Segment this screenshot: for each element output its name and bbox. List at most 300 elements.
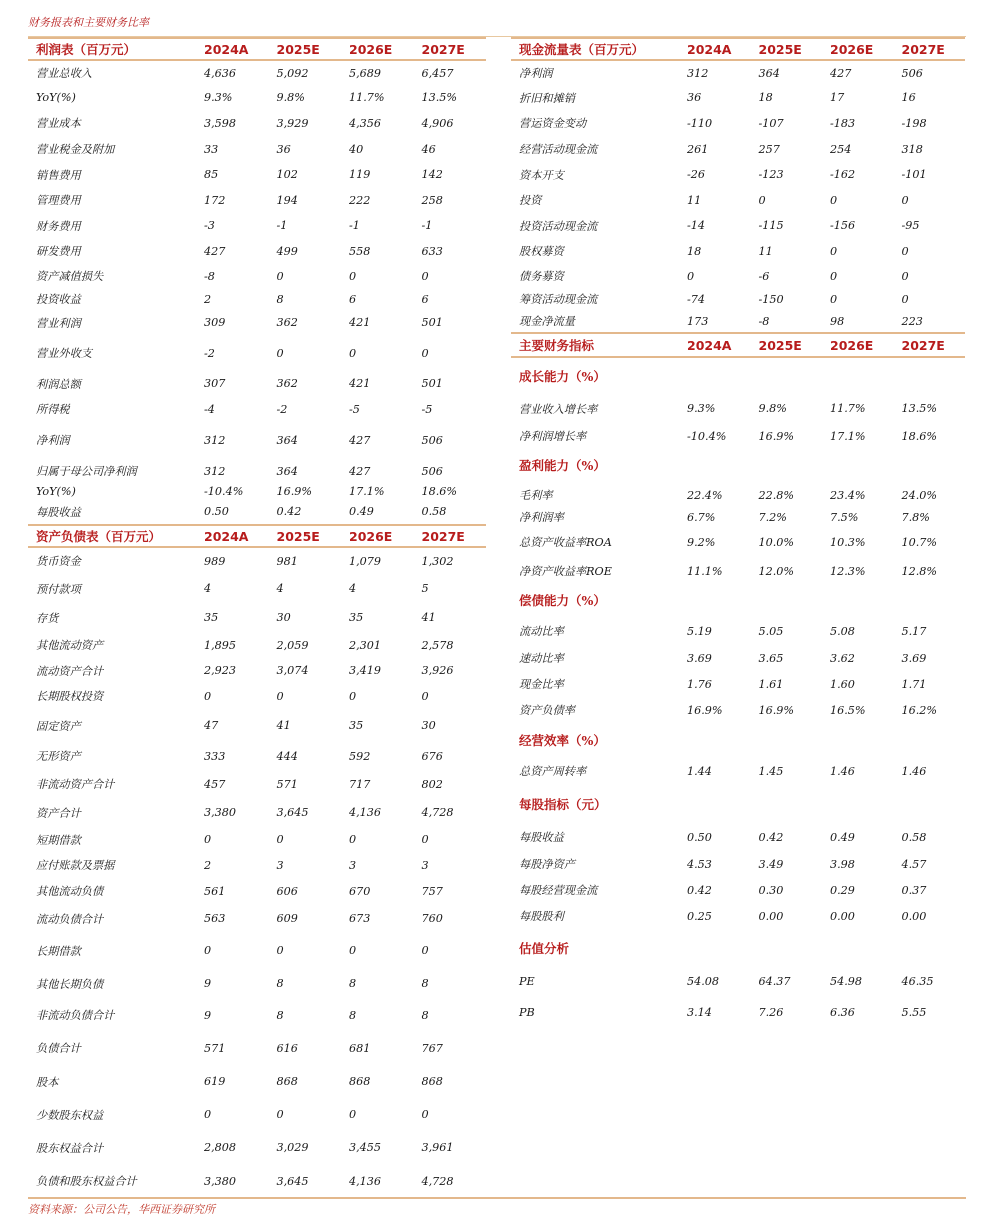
year-value: 3.69 xyxy=(687,651,712,665)
year-value: 362 xyxy=(276,377,298,390)
row-label: 非流动负债合计 xyxy=(36,1009,115,1022)
row-label: 筹资活动现金流 xyxy=(519,293,598,306)
year-value: 676 xyxy=(421,749,443,763)
year-value: 8 xyxy=(349,1008,357,1022)
section-subheader xyxy=(511,785,965,823)
table-row xyxy=(28,85,486,110)
year-value: 2026E xyxy=(822,333,894,357)
year-value: 3,645 xyxy=(276,806,309,819)
table-row xyxy=(28,683,486,709)
year-value: 0 xyxy=(901,269,909,283)
year-value: -107 xyxy=(758,116,784,130)
year-value: 0 xyxy=(276,944,284,957)
row-label: 非流动资产合计 xyxy=(36,778,115,791)
table-row xyxy=(28,136,486,162)
year-value: 616 xyxy=(276,1041,298,1055)
year-value: 3.98 xyxy=(830,857,855,871)
year-value: 0.58 xyxy=(901,830,927,844)
table-row xyxy=(28,770,486,798)
year-value: 3,419 xyxy=(349,664,382,677)
year-value: -156 xyxy=(830,219,856,232)
table-row xyxy=(28,60,486,85)
year-value: 4 xyxy=(276,582,284,595)
year-value: 0 xyxy=(204,689,212,703)
table-row xyxy=(28,1164,486,1198)
year-value: 7.5% xyxy=(830,510,859,524)
year-value: 1.60 xyxy=(830,677,855,691)
year-value: -2 xyxy=(204,346,215,360)
table-row xyxy=(28,422,486,458)
year-value: 261 xyxy=(687,142,709,156)
year-value: 10.0% xyxy=(758,535,795,549)
year-value: 54.98 xyxy=(830,975,863,988)
table-row xyxy=(28,904,486,933)
year-value: 18 xyxy=(687,244,702,258)
year-value: 3,929 xyxy=(276,116,309,130)
year-value: 3 xyxy=(276,858,284,872)
year-value: 2 xyxy=(204,858,212,872)
row-label: 营运资金变动 xyxy=(519,117,587,130)
table-row xyxy=(511,187,965,213)
row-label: 营业税金及附加 xyxy=(36,143,115,156)
row-label: 归属于母公司净利润 xyxy=(36,465,137,478)
year-value: 989 xyxy=(204,554,226,568)
year-value: 64.37 xyxy=(758,975,791,988)
year-value: 2025E xyxy=(269,525,342,547)
year-value: 309 xyxy=(204,316,226,329)
year-value: 10.3% xyxy=(830,535,866,549)
row-label: 主要财务指标 xyxy=(511,333,679,357)
table-row xyxy=(28,827,486,852)
section-title: 成长能力（%） xyxy=(519,369,606,384)
year-value: 36 xyxy=(276,142,291,156)
year-value: 0.50 xyxy=(204,505,229,518)
year-value: 4.53 xyxy=(687,857,712,871)
year-value: 119 xyxy=(349,168,371,181)
year-value: 0 xyxy=(349,269,357,283)
year-value: 1.44 xyxy=(687,764,712,778)
table-row xyxy=(511,967,965,996)
year-value: 13.5% xyxy=(421,91,458,104)
section-title: 经营效率（%） xyxy=(519,733,606,748)
year-value: 5.05 xyxy=(758,624,784,638)
year-value: 2026E xyxy=(822,38,894,60)
row-label: 净利润率 xyxy=(519,511,564,524)
year-value: 717 xyxy=(349,777,371,791)
year-value: 4,636 xyxy=(204,66,237,80)
row-label: 负债合计 xyxy=(36,1042,81,1055)
table-row xyxy=(28,484,486,499)
table-row xyxy=(28,632,486,658)
year-value: 0 xyxy=(204,944,212,957)
year-value: 506 xyxy=(421,433,443,447)
ratios-table xyxy=(511,332,965,1028)
year-value: 4,136 xyxy=(349,1174,382,1188)
year-value: 0.00 xyxy=(901,909,927,923)
year-value: 98 xyxy=(830,314,845,328)
year-value: 3 xyxy=(349,858,357,872)
year-value: 258 xyxy=(421,193,443,207)
year-value: 673 xyxy=(349,912,371,925)
row-label: 其他流动资产 xyxy=(36,639,104,652)
year-value: 421 xyxy=(349,377,371,390)
table-row xyxy=(28,110,486,136)
year-value: 0.49 xyxy=(830,830,855,844)
year-value: 561 xyxy=(204,884,226,898)
year-value: 506 xyxy=(901,66,923,80)
year-value: 4,906 xyxy=(421,116,454,130)
year-value: 16.9% xyxy=(758,703,795,717)
section-subheader xyxy=(511,449,965,481)
row-label: 营业收入增长率 xyxy=(519,402,598,416)
year-value: 7.26 xyxy=(758,1005,784,1019)
table-row xyxy=(28,213,486,238)
year-value: 1.45 xyxy=(758,764,784,778)
year-value: 427 xyxy=(349,464,371,478)
year-value: -2 xyxy=(276,402,288,416)
year-value: 0 xyxy=(276,833,284,846)
year-value: 2025E xyxy=(269,38,342,60)
year-value: 9 xyxy=(204,1008,212,1022)
row-label: 速动比率 xyxy=(519,652,564,665)
year-value: 257 xyxy=(758,142,780,156)
year-value: 30 xyxy=(421,719,436,732)
row-label: 所得税 xyxy=(36,403,70,416)
year-value: 6,457 xyxy=(421,66,454,80)
year-value: 0 xyxy=(276,269,284,283)
year-value: 0 xyxy=(276,346,284,360)
year-value: 3,380 xyxy=(204,1174,237,1188)
year-value: 18.6% xyxy=(901,429,938,443)
section-subheader xyxy=(511,929,965,967)
document-caption: 财务报表和主要财务比率 xyxy=(28,16,149,29)
year-value: 3,380 xyxy=(204,806,237,819)
row-label: 流动比率 xyxy=(519,625,564,638)
year-value: 1.61 xyxy=(758,677,784,691)
year-value: 8 xyxy=(276,977,284,990)
table-row xyxy=(28,547,486,574)
row-label: 净利润增长率 xyxy=(519,430,587,443)
year-value: 35 xyxy=(349,719,364,732)
table-row xyxy=(28,310,486,335)
year-value: 9.8% xyxy=(758,402,787,415)
year-value: 11.7% xyxy=(830,402,866,415)
year-value: 0 xyxy=(901,193,909,207)
year-value: 0.42 xyxy=(687,883,712,897)
year-value: 364 xyxy=(276,433,298,447)
balance-header xyxy=(28,525,486,547)
year-value: 312 xyxy=(204,464,226,478)
row-label: 应付账款及票据 xyxy=(36,859,115,872)
year-value: 7.8% xyxy=(901,510,930,524)
table-row xyxy=(28,335,486,371)
year-value: 16.9% xyxy=(758,429,795,443)
year-value: 11.7% xyxy=(349,91,385,104)
table-row xyxy=(511,136,965,162)
year-value: 427 xyxy=(349,433,371,447)
year-value: 2 xyxy=(204,292,212,306)
year-value: 16.5% xyxy=(830,703,866,717)
year-value: 501 xyxy=(421,316,443,329)
row-label: 利润总额 xyxy=(36,377,81,391)
year-value: 606 xyxy=(276,884,298,898)
year-value: 2027E xyxy=(894,38,966,60)
year-value: 17.1% xyxy=(349,485,385,498)
year-value: 16.9% xyxy=(687,703,723,717)
year-value: 3,961 xyxy=(421,1141,454,1154)
year-value: 24.0% xyxy=(901,488,938,502)
year-value: 3,074 xyxy=(276,664,309,677)
row-label: 资产减值损失 xyxy=(36,270,104,283)
year-value: 9.3% xyxy=(687,402,716,415)
year-value: 3 xyxy=(421,858,429,872)
table-row xyxy=(511,310,965,332)
year-value: 22.4% xyxy=(687,488,723,502)
year-value: 0 xyxy=(687,269,695,283)
year-value: -1 xyxy=(349,219,360,232)
row-label: 投资 xyxy=(519,194,542,207)
year-value: -6 xyxy=(758,269,770,283)
year-value: 36 xyxy=(687,91,702,104)
year-value: -3 xyxy=(204,219,215,232)
year-value: 4,136 xyxy=(349,806,382,819)
year-value: 23.4% xyxy=(830,488,866,502)
row-label: 投资活动现金流 xyxy=(519,219,598,233)
year-value: 427 xyxy=(830,66,852,80)
year-value: 5.55 xyxy=(901,1005,927,1019)
row-label: 营业外收支 xyxy=(36,347,92,360)
year-value: 619 xyxy=(204,1075,226,1088)
year-value: 1.46 xyxy=(901,764,927,778)
year-value: 3.65 xyxy=(758,651,784,665)
table-row xyxy=(511,697,965,723)
year-value: 0.37 xyxy=(901,883,927,897)
year-value: 571 xyxy=(204,1041,226,1055)
table-row xyxy=(511,645,965,671)
year-value: -5 xyxy=(349,402,360,416)
table-row xyxy=(28,238,486,264)
table-row xyxy=(511,213,965,238)
year-value: 0.49 xyxy=(349,505,374,518)
year-value: 0 xyxy=(349,1108,357,1121)
table-row xyxy=(28,162,486,187)
year-value: 54.08 xyxy=(687,975,720,988)
year-value: 223 xyxy=(901,314,923,328)
year-value: 41 xyxy=(421,611,436,624)
row-label: YoY(%) xyxy=(36,91,76,104)
table-row xyxy=(28,798,486,827)
row-label: 资产合计 xyxy=(36,806,81,820)
year-value: 46 xyxy=(421,142,436,156)
table-row xyxy=(511,509,965,525)
row-label: 流动资产合计 xyxy=(36,664,104,678)
year-value: 427 xyxy=(204,244,226,258)
year-value: -101 xyxy=(901,168,927,181)
year-value: 1,302 xyxy=(421,554,454,568)
year-value: 6.7% xyxy=(687,510,716,524)
year-value: 1.71 xyxy=(901,677,927,691)
year-value: 421 xyxy=(349,316,371,329)
year-value: 3.62 xyxy=(830,651,855,665)
row-label: 总资产周转率 xyxy=(519,765,587,778)
year-value: 8 xyxy=(349,977,357,990)
year-value: 13.5% xyxy=(901,402,938,415)
year-value: 4 xyxy=(349,582,357,595)
year-value: 10.7% xyxy=(901,535,938,549)
year-value: 8 xyxy=(421,1008,429,1022)
year-value: 0 xyxy=(204,1108,212,1121)
year-value: 757 xyxy=(421,884,443,898)
year-value: 6.36 xyxy=(830,1005,855,1019)
year-value: 0 xyxy=(421,833,429,846)
year-value: -5 xyxy=(421,402,433,416)
year-value: 5.17 xyxy=(901,624,927,638)
year-value: 40 xyxy=(349,142,364,156)
table-row xyxy=(28,396,486,422)
year-value: 0 xyxy=(830,193,838,207)
section-subheader xyxy=(511,583,965,617)
row-label: PB xyxy=(519,1005,535,1019)
year-value: 0 xyxy=(204,833,212,846)
year-value: -14 xyxy=(687,219,706,232)
year-value: 9.8% xyxy=(276,91,305,104)
year-value: 0 xyxy=(421,346,429,360)
table-row xyxy=(511,671,965,697)
table-row xyxy=(28,658,486,683)
row-label: 其他流动负债 xyxy=(36,885,104,898)
section-subheader xyxy=(511,723,965,757)
year-value: 0 xyxy=(901,292,909,306)
section-title: 每股指标（元） xyxy=(519,797,607,812)
table-row xyxy=(28,574,486,603)
year-value: 3,645 xyxy=(276,1174,309,1188)
source-note: 资料来源：公司公告，华西证券研究所 xyxy=(28,1203,215,1216)
year-value: 592 xyxy=(349,749,371,763)
year-value: 0 xyxy=(901,244,909,258)
year-value: 4.57 xyxy=(901,857,927,871)
year-value: 0.25 xyxy=(687,909,712,923)
year-value: 9.3% xyxy=(204,91,233,104)
year-value: 1.76 xyxy=(687,677,712,691)
table-row xyxy=(28,264,486,288)
year-value: -1 xyxy=(276,219,288,232)
section-title: 估值分析 xyxy=(519,941,570,956)
row-label: 预付款项 xyxy=(36,582,81,596)
year-value: 47 xyxy=(204,719,219,732)
year-value: 3.14 xyxy=(687,1005,712,1019)
year-value: 868 xyxy=(349,1075,371,1088)
section-subheader xyxy=(511,357,965,394)
year-value: 2,059 xyxy=(276,638,309,652)
income-header xyxy=(28,38,486,60)
year-value: 35 xyxy=(204,611,219,624)
row-label: 债务募资 xyxy=(519,270,564,283)
row-label: 财务费用 xyxy=(36,219,81,233)
year-value: 609 xyxy=(276,912,298,925)
year-value: 9 xyxy=(204,977,212,990)
table-row xyxy=(511,903,965,929)
year-value: 17.1% xyxy=(830,429,866,443)
table-row xyxy=(511,617,965,645)
year-value: 362 xyxy=(276,316,298,329)
year-value: 0 xyxy=(830,244,838,258)
year-value: 0.00 xyxy=(758,909,784,923)
year-value: 12.3% xyxy=(830,564,866,578)
year-value: 499 xyxy=(276,244,298,258)
year-value: 0.29 xyxy=(830,883,855,897)
table-row xyxy=(28,288,486,310)
year-value: 172 xyxy=(204,193,226,207)
year-value: 3,926 xyxy=(421,664,454,677)
row-label: 长期借款 xyxy=(36,944,81,958)
year-value: 0 xyxy=(349,346,357,360)
year-value: 2,923 xyxy=(204,664,237,677)
year-value: 981 xyxy=(276,554,298,568)
year-value: 868 xyxy=(276,1075,298,1088)
year-value: 0 xyxy=(349,689,357,703)
year-value: 33 xyxy=(204,142,219,156)
row-label: 投资收益 xyxy=(36,293,81,306)
year-value: 0.30 xyxy=(758,883,784,897)
left-column xyxy=(28,37,486,1198)
year-value: 1,895 xyxy=(204,638,237,652)
year-value: 670 xyxy=(349,884,371,898)
table-row xyxy=(511,60,965,85)
year-value: 16 xyxy=(901,91,916,104)
table-row xyxy=(511,525,965,559)
year-value: -110 xyxy=(687,116,713,130)
year-value: -74 xyxy=(687,292,706,306)
year-value: 633 xyxy=(421,244,443,258)
year-value: -8 xyxy=(758,314,770,328)
year-value: 312 xyxy=(687,66,709,80)
table-row xyxy=(28,1098,486,1131)
table-row xyxy=(28,878,486,904)
table-row xyxy=(28,742,486,770)
year-value: 312 xyxy=(204,433,226,447)
balance-table xyxy=(28,524,486,1198)
year-value: 0 xyxy=(830,292,838,306)
year-value: 1.46 xyxy=(830,764,855,778)
year-value: 3,455 xyxy=(349,1141,382,1154)
table-row xyxy=(28,187,486,213)
table-row xyxy=(28,458,486,484)
cashflow-header xyxy=(511,38,965,60)
year-value: 760 xyxy=(421,912,443,925)
row-label: 营业利润 xyxy=(36,316,81,330)
year-value: 444 xyxy=(276,749,298,763)
year-value: 4 xyxy=(204,582,212,595)
year-value: 563 xyxy=(204,912,226,925)
year-value: 767 xyxy=(421,1041,443,1055)
row-label: 资产负债率 xyxy=(519,704,575,717)
year-value: 0.00 xyxy=(830,909,855,923)
row-label: 资产负债表（百万元） xyxy=(28,525,196,547)
table-row xyxy=(511,757,965,785)
row-label: 经营活动现金流 xyxy=(519,143,598,156)
year-value: 5,689 xyxy=(349,66,382,80)
year-value: 16.9% xyxy=(276,485,313,498)
year-value: -183 xyxy=(830,116,856,130)
year-value: 2,301 xyxy=(349,638,382,652)
section-title: 盈利能力（%） xyxy=(519,458,606,473)
year-value: 457 xyxy=(204,777,226,791)
year-value: -26 xyxy=(687,168,706,181)
year-value: 2024A xyxy=(679,333,751,357)
row-label: 资本开支 xyxy=(519,168,564,182)
row-label: 长期股权投资 xyxy=(36,690,104,703)
year-value: 307 xyxy=(204,377,226,390)
